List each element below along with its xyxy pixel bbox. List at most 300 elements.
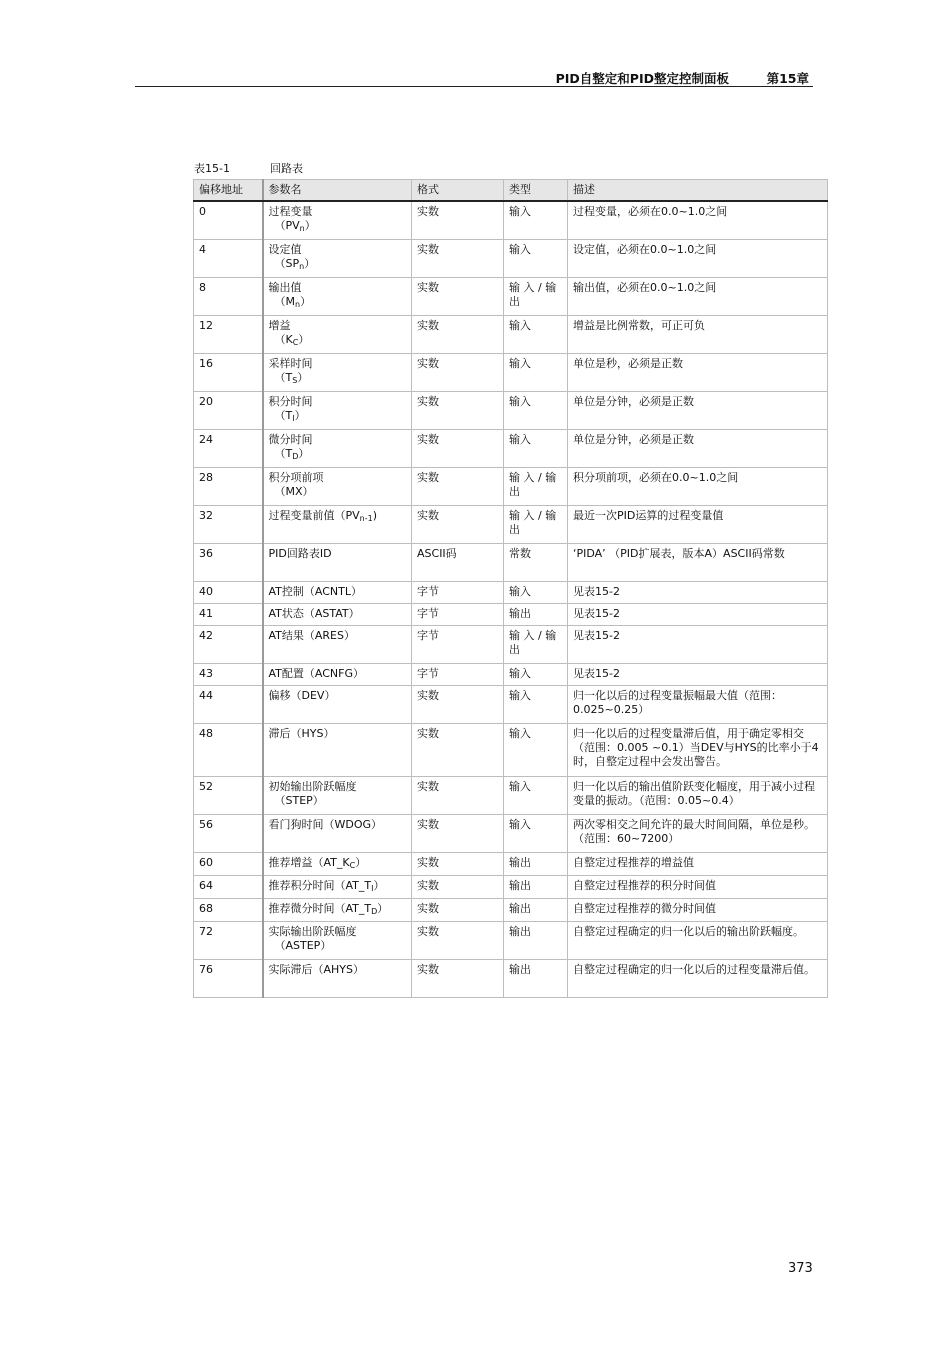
offset-value: 42	[199, 629, 213, 642]
format-cell	[412, 899, 504, 922]
desc-value: 自整定过程推荐的微分时间值	[573, 902, 716, 915]
type-value: 输入	[509, 818, 531, 831]
param-subscript: C	[292, 338, 299, 347]
name-cell	[263, 354, 412, 392]
format-cell	[412, 316, 504, 354]
offset-value: 52	[199, 780, 213, 793]
param-subscript: I	[292, 414, 295, 423]
name-cell	[263, 777, 412, 815]
desc-value: 归一化以后的过程变量振幅最大值（范围：0.025~0.25）	[573, 689, 782, 716]
offset-value: 16	[199, 357, 213, 370]
type-value: 输入	[509, 433, 531, 446]
param-close: ）	[355, 856, 367, 869]
offset-cell	[194, 604, 263, 626]
table-row	[194, 430, 828, 468]
param-subscript: D	[292, 452, 299, 461]
format-value: 字节	[417, 607, 439, 620]
col-header-desc: 描述	[568, 180, 828, 202]
param-subscript: n	[295, 300, 301, 309]
desc-cell	[568, 240, 828, 278]
type-cell	[504, 899, 568, 922]
param-name: 采样时间	[268, 357, 313, 370]
param-name: AT结果（ARES）	[268, 629, 355, 642]
col-header-name: 参数名	[263, 180, 412, 202]
name-cell	[263, 899, 412, 922]
format-cell	[412, 960, 504, 998]
offset-value: 28	[199, 471, 213, 484]
desc-value: 见表15-2	[573, 607, 620, 620]
offset-value: 43	[199, 667, 213, 680]
desc-cell	[568, 544, 828, 582]
desc-cell	[568, 582, 828, 604]
format-value: 字节	[417, 585, 439, 598]
header-title: PID自整定和PID整定控制面板	[555, 71, 729, 86]
format-cell	[412, 724, 504, 777]
format-cell	[412, 392, 504, 430]
desc-cell	[568, 853, 828, 876]
name-cell	[263, 686, 412, 724]
param-symbol: $(PV_n)$	[274, 219, 316, 233]
table-row	[194, 468, 828, 506]
param-symbol-text: M	[285, 295, 295, 308]
format-cell	[412, 664, 504, 686]
param-symbol-text: ASTEP	[285, 939, 321, 952]
offset-cell	[194, 686, 263, 724]
type-value: 输 入 / 输 出	[509, 471, 557, 498]
offset-value: 60	[199, 856, 213, 869]
desc-cell	[568, 316, 828, 354]
name-cell	[263, 604, 412, 626]
name-cell	[263, 582, 412, 604]
format-cell	[412, 604, 504, 626]
param-symbol: （STEP）	[274, 794, 324, 807]
desc-cell	[568, 354, 828, 392]
param-name: 推荐微分时间（AT_T	[268, 902, 372, 915]
format-cell	[412, 815, 504, 853]
type-value: 输入	[509, 243, 531, 256]
name-cell	[263, 506, 412, 544]
format-cell	[412, 354, 504, 392]
param-close: ）	[373, 879, 385, 892]
desc-value: 增益是比例常数，可正可负	[573, 319, 705, 332]
offset-cell	[194, 201, 263, 240]
offset-value: 76	[199, 963, 213, 976]
loop-table	[193, 179, 828, 998]
desc-value: 见表15-2	[573, 629, 620, 642]
type-cell	[504, 686, 568, 724]
table-row	[194, 686, 828, 724]
type-value: 输入	[509, 357, 531, 370]
col-header-format: 格式	[412, 180, 504, 202]
table-title: 回路表	[270, 162, 303, 175]
type-cell	[504, 876, 568, 899]
format-value: 字节	[417, 629, 439, 642]
name-cell	[263, 316, 412, 354]
table-row	[194, 876, 828, 899]
table-row	[194, 604, 828, 626]
desc-cell	[568, 960, 828, 998]
table-row	[194, 582, 828, 604]
table-row	[194, 392, 828, 430]
type-value: 常数	[509, 547, 531, 560]
desc-value: 过程变量，必须在0.0~1.0之间	[573, 205, 728, 218]
desc-cell	[568, 815, 828, 853]
param-name: 设定值	[268, 243, 302, 256]
type-value: 输入	[509, 780, 531, 793]
param-subscript: n-1	[359, 514, 373, 523]
desc-value: 设定值，必须在0.0~1.0之间	[573, 243, 717, 256]
name-cell	[263, 240, 412, 278]
type-value: 输出	[509, 925, 531, 938]
type-value: 输入	[509, 205, 531, 218]
desc-cell	[568, 392, 828, 430]
desc-value: 单位是分钟，必须是正数	[573, 433, 694, 446]
offset-value: 12	[199, 319, 213, 332]
desc-value: 自整定过程确定的归一化以后的过程变量滞后值。	[573, 963, 815, 976]
type-cell	[504, 392, 568, 430]
format-cell	[412, 430, 504, 468]
format-value: 实数	[417, 243, 439, 256]
param-name: 积分项前项	[268, 471, 324, 484]
type-value: 输入	[509, 395, 531, 408]
desc-value: 自整定过程确定的归一化以后的输出阶跃幅度。	[573, 925, 804, 938]
type-cell	[504, 853, 568, 876]
param-name: 实际输出阶跃幅度	[268, 925, 357, 938]
param-symbol-text: PV	[285, 219, 300, 232]
offset-cell	[194, 664, 263, 686]
format-cell	[412, 626, 504, 664]
param-name: 过程变量前值（PV	[268, 509, 360, 522]
table-row	[194, 201, 828, 240]
table-row	[194, 240, 828, 278]
desc-cell	[568, 430, 828, 468]
desc-value: 自整定过程推荐的增益值	[573, 856, 694, 869]
param-symbol-text: T	[285, 447, 293, 460]
table-row	[194, 960, 828, 998]
param-close: )	[372, 509, 378, 522]
type-cell	[504, 960, 568, 998]
format-cell	[412, 582, 504, 604]
name-cell	[263, 468, 412, 506]
param-symbol: $(T_S)$	[274, 371, 309, 385]
desc-cell	[568, 724, 828, 777]
offset-cell	[194, 392, 263, 430]
format-cell	[412, 853, 504, 876]
type-cell	[504, 815, 568, 853]
param-name: 微分时间	[268, 433, 313, 446]
format-value: 实数	[417, 818, 439, 831]
offset-value: 56	[199, 818, 213, 831]
type-value: 输入	[509, 727, 531, 740]
type-cell	[504, 604, 568, 626]
desc-value: ‘PIDA’ （PID扩展表，版本A）ASCII码常数	[573, 547, 785, 560]
name-cell	[263, 815, 412, 853]
param-name: 实际滞后（AHYS）	[268, 963, 364, 976]
format-value: ASCII码	[417, 547, 457, 560]
format-cell	[412, 922, 504, 960]
table-row	[194, 506, 828, 544]
desc-cell	[568, 626, 828, 664]
type-value: 输入	[509, 319, 531, 332]
page-number: 373	[788, 1261, 813, 1276]
format-cell	[412, 544, 504, 582]
offset-cell	[194, 544, 263, 582]
type-cell	[504, 430, 568, 468]
desc-cell	[568, 201, 828, 240]
type-value: 输 入 / 输 出	[509, 281, 557, 308]
offset-value: 44	[199, 689, 213, 702]
format-value: 实数	[417, 433, 439, 446]
desc-value: 自整定过程推荐的积分时间值	[573, 879, 716, 892]
param-name: 输出值	[268, 281, 302, 294]
offset-value: 0	[199, 205, 206, 218]
param-subscript: n	[299, 224, 305, 233]
desc-value: 积分项前项，必须在0.0~1.0之间	[573, 471, 739, 484]
type-cell	[504, 506, 568, 544]
type-value: 输 入 / 输 出	[509, 509, 557, 536]
format-value: 实数	[417, 879, 439, 892]
desc-cell	[568, 506, 828, 544]
param-name: AT控制（ACNTL）	[268, 585, 362, 598]
table-row	[194, 777, 828, 815]
table-row	[194, 922, 828, 960]
desc-value: 单位是秒，必须是正数	[573, 357, 683, 370]
type-cell	[504, 626, 568, 664]
table-row	[194, 899, 828, 922]
offset-value: 20	[199, 395, 213, 408]
desc-value: 两次零相交之间允许的最大时间间隔，单位是秒。（范围：60~7200）	[573, 818, 815, 845]
desc-cell	[568, 899, 828, 922]
format-value: 实数	[417, 780, 439, 793]
format-value: 实数	[417, 205, 439, 218]
param-symbol-text: STEP	[285, 794, 313, 807]
param-name: AT配置（ACNFG）	[268, 667, 364, 680]
table-caption	[194, 160, 303, 176]
type-value: 输出	[509, 879, 531, 892]
param-subscript: I	[371, 884, 374, 893]
table-row	[194, 626, 828, 664]
format-value: 实数	[417, 471, 439, 484]
table-row	[194, 853, 828, 876]
param-symbol: $(SP_n)$	[274, 257, 316, 271]
offset-value: 72	[199, 925, 213, 938]
type-value: 输出	[509, 902, 531, 915]
offset-value: 40	[199, 585, 213, 598]
type-cell	[504, 316, 568, 354]
param-symbol: $(T_I)$	[274, 409, 306, 423]
param-symbol: （ASTEP）	[274, 939, 332, 952]
table-row	[194, 815, 828, 853]
offset-cell	[194, 626, 263, 664]
page-header	[135, 62, 813, 87]
name-cell	[263, 853, 412, 876]
name-cell	[263, 544, 412, 582]
table-header-row	[194, 180, 828, 202]
format-value: 实数	[417, 902, 439, 915]
param-symbol-text: K	[285, 333, 293, 346]
desc-cell	[568, 278, 828, 316]
name-cell	[263, 278, 412, 316]
param-name: 看门狗时间（WDOG）	[268, 818, 383, 831]
table-row	[194, 354, 828, 392]
desc-value: 见表15-2	[573, 667, 620, 680]
offset-value: 36	[199, 547, 213, 560]
offset-value: 24	[199, 433, 213, 446]
offset-value: 41	[199, 607, 213, 620]
offset-cell	[194, 960, 263, 998]
format-cell	[412, 686, 504, 724]
param-name: 推荐积分时间（AT_T	[268, 879, 372, 892]
format-value: 实数	[417, 689, 439, 702]
col-header-type: 类型	[504, 180, 568, 202]
desc-cell	[568, 604, 828, 626]
offset-cell	[194, 922, 263, 960]
format-value: 字节	[417, 667, 439, 680]
param-symbol: （MX）	[274, 485, 314, 498]
offset-value: 64	[199, 879, 213, 892]
offset-cell	[194, 777, 263, 815]
format-cell	[412, 876, 504, 899]
type-cell	[504, 544, 568, 582]
offset-cell	[194, 278, 263, 316]
table-row	[194, 664, 828, 686]
format-cell	[412, 278, 504, 316]
param-name: 推荐增益（AT_K	[268, 856, 350, 869]
param-name: 过程变量	[268, 205, 313, 218]
param-subscript: D	[371, 907, 378, 916]
format-value: 实数	[417, 509, 439, 522]
desc-cell	[568, 664, 828, 686]
format-value: 实数	[417, 395, 439, 408]
param-symbol-text: SP	[285, 257, 300, 270]
table-number: 表15-1	[194, 162, 230, 175]
format-value: 实数	[417, 925, 439, 938]
param-symbol-text: T	[285, 409, 293, 422]
name-cell	[263, 626, 412, 664]
name-cell	[263, 430, 412, 468]
offset-cell	[194, 316, 263, 354]
format-value: 实数	[417, 963, 439, 976]
format-value: 实数	[417, 281, 439, 294]
type-cell	[504, 201, 568, 240]
desc-value: 归一化以后的过程变量滞后值，用于确定零相交（范围：0.005 ~0.1）当DEV与HYS的比率小于4时，自整定过程中会发出警告。	[573, 727, 819, 768]
desc-value: 最近一次PID运算的过程变量值	[573, 509, 724, 522]
type-cell	[504, 664, 568, 686]
type-value: 输入	[509, 667, 531, 680]
desc-value: 单位是分钟，必须是正数	[573, 395, 694, 408]
name-cell	[263, 960, 412, 998]
format-cell	[412, 506, 504, 544]
table-row	[194, 544, 828, 582]
param-close: ）	[377, 902, 389, 915]
type-cell	[504, 582, 568, 604]
table-row	[194, 316, 828, 354]
offset-value: 68	[199, 902, 213, 915]
offset-cell	[194, 853, 263, 876]
name-cell	[263, 922, 412, 960]
offset-cell	[194, 815, 263, 853]
param-symbol-text: MX	[285, 485, 303, 498]
format-value: 实数	[417, 357, 439, 370]
format-cell	[412, 201, 504, 240]
offset-cell	[194, 430, 263, 468]
type-value: 输入	[509, 689, 531, 702]
type-cell	[504, 468, 568, 506]
type-value: 输入	[509, 585, 531, 598]
param-subscript: n	[299, 262, 305, 271]
param-subscript: S	[292, 376, 298, 385]
offset-value: 4	[199, 243, 206, 256]
type-cell	[504, 240, 568, 278]
type-cell	[504, 724, 568, 777]
format-value: 实数	[417, 856, 439, 869]
offset-cell	[194, 724, 263, 777]
format-value: 实数	[417, 319, 439, 332]
name-cell	[263, 724, 412, 777]
param-name: 初始输出阶跃幅度	[268, 780, 357, 793]
table-row	[194, 724, 828, 777]
param-symbol: $(K_C)$	[274, 333, 310, 347]
offset-value: 32	[199, 509, 213, 522]
table-row	[194, 278, 828, 316]
desc-value: 归一化以后的输出值阶跃变化幅度，用于减小过程变量的振动。（范围：0.05~0.4）	[573, 780, 815, 807]
name-cell	[263, 392, 412, 430]
offset-cell	[194, 240, 263, 278]
param-symbol: $(M_n)$	[274, 295, 312, 309]
param-name: 积分时间	[268, 395, 313, 408]
type-cell	[504, 777, 568, 815]
type-value: 输出	[509, 607, 531, 620]
offset-cell	[194, 354, 263, 392]
desc-value: 见表15-2	[573, 585, 620, 598]
desc-cell	[568, 686, 828, 724]
type-value: 输 入 / 输 出	[509, 629, 557, 656]
type-cell	[504, 922, 568, 960]
offset-cell	[194, 468, 263, 506]
param-name: PID回路表ID	[268, 547, 332, 560]
name-cell	[263, 201, 412, 240]
offset-cell	[194, 876, 263, 899]
desc-value: 输出值，必须在0.0~1.0之间	[573, 281, 717, 294]
param-symbol: $(T_D)$	[274, 447, 310, 461]
type-cell	[504, 354, 568, 392]
offset-cell	[194, 899, 263, 922]
param-subscript: C	[349, 861, 356, 870]
offset-value: 48	[199, 727, 213, 740]
desc-cell	[568, 468, 828, 506]
param-symbol-text: T	[285, 371, 293, 384]
header-chapter: 第15章	[766, 71, 809, 86]
type-cell	[504, 278, 568, 316]
param-name: 增益	[268, 319, 291, 332]
desc-cell	[568, 922, 828, 960]
desc-cell	[568, 777, 828, 815]
col-header-offset: 偏移地址	[194, 180, 263, 202]
format-cell	[412, 777, 504, 815]
format-value: 实数	[417, 727, 439, 740]
format-cell	[412, 468, 504, 506]
name-cell	[263, 876, 412, 899]
param-name: 偏移（DEV）	[268, 689, 336, 702]
offset-cell	[194, 506, 263, 544]
desc-cell	[568, 876, 828, 899]
param-name: 滞后（HYS）	[268, 727, 335, 740]
param-name: AT状态（ASTAT）	[268, 607, 360, 620]
format-cell	[412, 240, 504, 278]
type-value: 输出	[509, 856, 531, 869]
type-value: 输出	[509, 963, 531, 976]
name-cell	[263, 664, 412, 686]
